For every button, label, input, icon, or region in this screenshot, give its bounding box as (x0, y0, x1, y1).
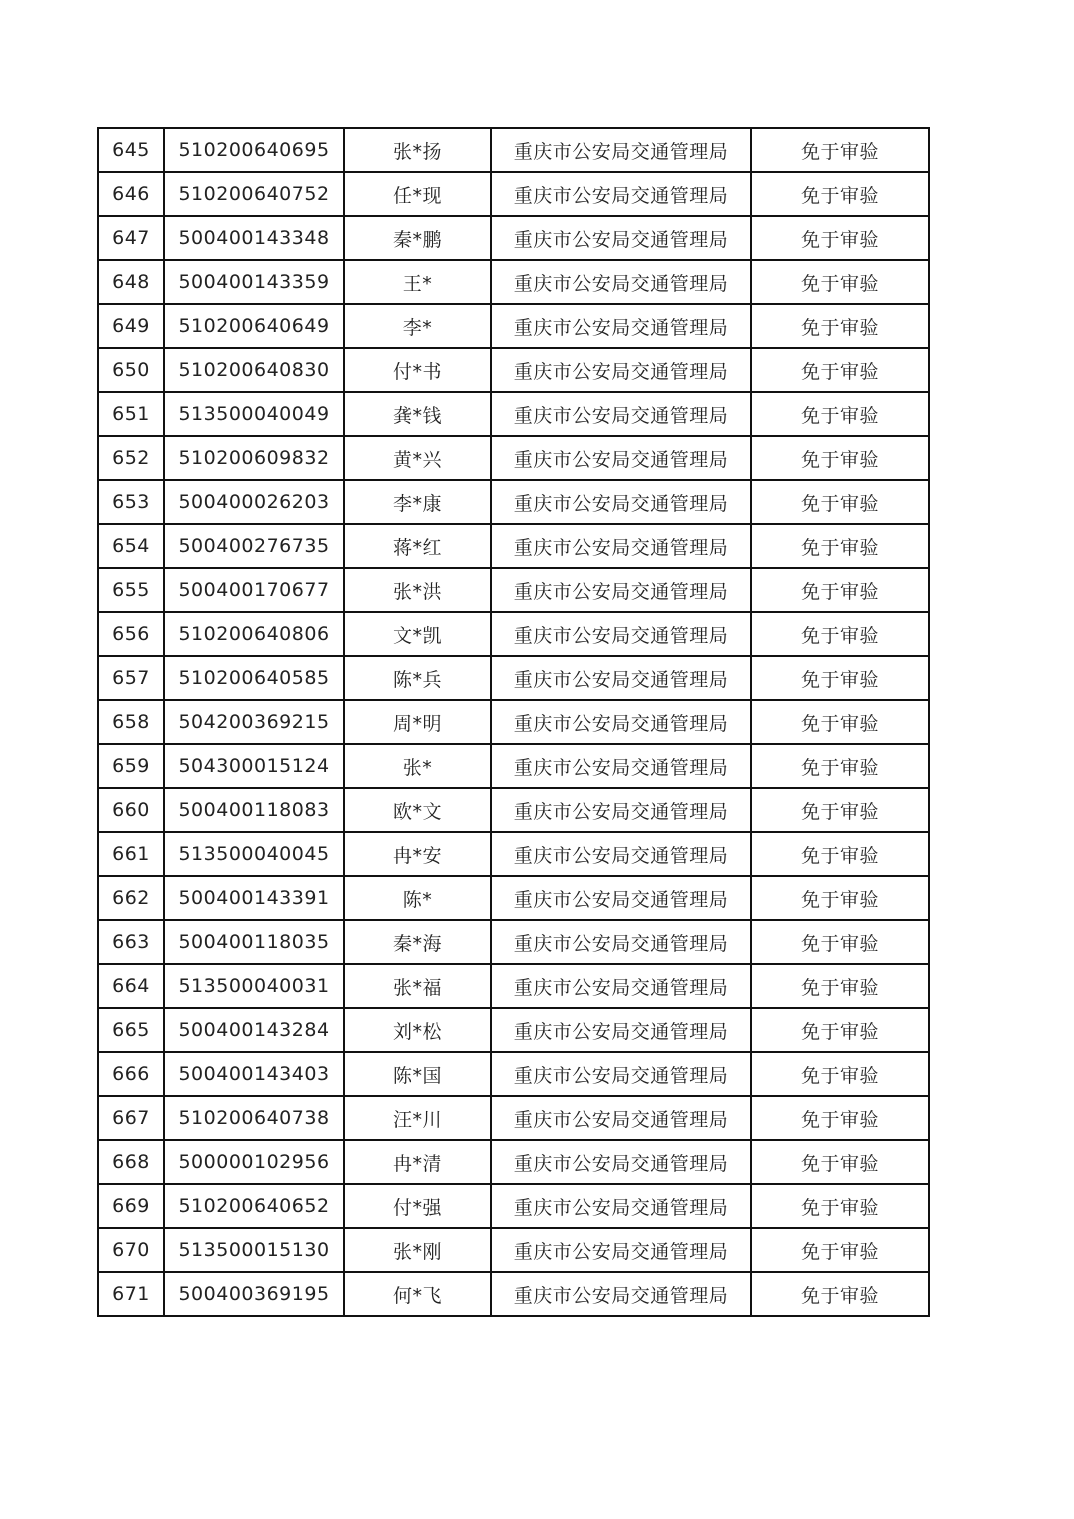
code-cell: 510200640806 (164, 612, 344, 656)
code-cell: 510200640585 (164, 656, 344, 700)
code-cell: 500400369195 (164, 1272, 344, 1316)
org-cell: 重庆市公安局交通管理局 (491, 480, 751, 524)
status-cell: 免于审验 (751, 1184, 929, 1228)
name-cell: 冉*清 (344, 1140, 491, 1184)
org-cell: 重庆市公安局交通管理局 (491, 700, 751, 744)
seq-cell: 669 (98, 1184, 164, 1228)
seq-cell: 668 (98, 1140, 164, 1184)
org-cell: 重庆市公安局交通管理局 (491, 304, 751, 348)
table-row (98, 172, 929, 216)
name-cell: 陈*国 (344, 1052, 491, 1096)
seq-cell: 665 (98, 1008, 164, 1052)
name-cell: 张*刚 (344, 1228, 491, 1272)
code-cell: 500400026203 (164, 480, 344, 524)
table-row (98, 1184, 929, 1228)
seq-cell: 652 (98, 436, 164, 480)
org-cell: 重庆市公安局交通管理局 (491, 1272, 751, 1316)
status-cell: 免于审验 (751, 348, 929, 392)
org-cell: 重庆市公安局交通管理局 (491, 1228, 751, 1272)
code-cell: 510200640752 (164, 172, 344, 216)
table-row (98, 1272, 929, 1316)
status-cell: 免于审验 (751, 832, 929, 876)
org-cell: 重庆市公安局交通管理局 (491, 964, 751, 1008)
table-row (98, 744, 929, 788)
seq-cell: 663 (98, 920, 164, 964)
name-cell: 冉*安 (344, 832, 491, 876)
code-cell: 500400170677 (164, 568, 344, 612)
org-cell: 重庆市公安局交通管理局 (491, 1184, 751, 1228)
org-cell: 重庆市公安局交通管理局 (491, 1096, 751, 1140)
table-row (98, 348, 929, 392)
status-cell: 免于审验 (751, 1008, 929, 1052)
seq-cell: 671 (98, 1272, 164, 1316)
table-row (98, 876, 929, 920)
code-cell: 510200640649 (164, 304, 344, 348)
table-row (98, 1052, 929, 1096)
org-cell: 重庆市公安局交通管理局 (491, 568, 751, 612)
status-cell: 免于审验 (751, 128, 929, 172)
status-cell: 免于审验 (751, 172, 929, 216)
table-row (98, 392, 929, 436)
code-cell: 513500040045 (164, 832, 344, 876)
table-row (98, 964, 929, 1008)
code-cell: 510200609832 (164, 436, 344, 480)
table-row (98, 304, 929, 348)
seq-cell: 646 (98, 172, 164, 216)
seq-cell: 660 (98, 788, 164, 832)
roster-table (97, 127, 930, 1317)
table-row (98, 1228, 929, 1272)
code-cell: 500400118035 (164, 920, 344, 964)
table-row (98, 612, 929, 656)
seq-cell: 661 (98, 832, 164, 876)
name-cell: 张* (344, 744, 491, 788)
org-cell: 重庆市公安局交通管理局 (491, 744, 751, 788)
table-row (98, 1096, 929, 1140)
status-cell: 免于审验 (751, 700, 929, 744)
org-cell: 重庆市公安局交通管理局 (491, 524, 751, 568)
name-cell: 欧*文 (344, 788, 491, 832)
name-cell: 龚*钱 (344, 392, 491, 436)
name-cell: 陈* (344, 876, 491, 920)
seq-cell: 659 (98, 744, 164, 788)
status-cell: 免于审验 (751, 1052, 929, 1096)
table-row (98, 480, 929, 524)
table-row (98, 436, 929, 480)
seq-cell: 650 (98, 348, 164, 392)
status-cell: 免于审验 (751, 1272, 929, 1316)
name-cell: 陈*兵 (344, 656, 491, 700)
status-cell: 免于审验 (751, 260, 929, 304)
org-cell: 重庆市公安局交通管理局 (491, 656, 751, 700)
status-cell: 免于审验 (751, 744, 929, 788)
seq-cell: 670 (98, 1228, 164, 1272)
org-cell: 重庆市公安局交通管理局 (491, 260, 751, 304)
status-cell: 免于审验 (751, 788, 929, 832)
status-cell: 免于审验 (751, 656, 929, 700)
code-cell: 500000102956 (164, 1140, 344, 1184)
seq-cell: 658 (98, 700, 164, 744)
seq-cell: 662 (98, 876, 164, 920)
seq-cell: 664 (98, 964, 164, 1008)
name-cell: 周*明 (344, 700, 491, 744)
seq-cell: 656 (98, 612, 164, 656)
table-row (98, 524, 929, 568)
table-row (98, 1008, 929, 1052)
status-cell: 免于审验 (751, 392, 929, 436)
name-cell: 张*福 (344, 964, 491, 1008)
name-cell: 秦*海 (344, 920, 491, 964)
table-row (98, 1140, 929, 1184)
code-cell: 500400118083 (164, 788, 344, 832)
org-cell: 重庆市公安局交通管理局 (491, 1140, 751, 1184)
code-cell: 500400143348 (164, 216, 344, 260)
code-cell: 513500015130 (164, 1228, 344, 1272)
table-row (98, 700, 929, 744)
org-cell: 重庆市公安局交通管理局 (491, 128, 751, 172)
code-cell: 500400143391 (164, 876, 344, 920)
code-cell: 504300015124 (164, 744, 344, 788)
seq-cell: 667 (98, 1096, 164, 1140)
code-cell: 510200640695 (164, 128, 344, 172)
org-cell: 重庆市公安局交通管理局 (491, 392, 751, 436)
status-cell: 免于审验 (751, 436, 929, 480)
seq-cell: 666 (98, 1052, 164, 1096)
code-cell: 500400143403 (164, 1052, 344, 1096)
status-cell: 免于审验 (751, 1140, 929, 1184)
status-cell: 免于审验 (751, 1096, 929, 1140)
code-cell: 510200640738 (164, 1096, 344, 1140)
code-cell: 510200640830 (164, 348, 344, 392)
code-cell: 513500040049 (164, 392, 344, 436)
org-cell: 重庆市公安局交通管理局 (491, 832, 751, 876)
name-cell: 王* (344, 260, 491, 304)
name-cell: 付*书 (344, 348, 491, 392)
name-cell: 秦*鹏 (344, 216, 491, 260)
org-cell: 重庆市公安局交通管理局 (491, 436, 751, 480)
name-cell: 张*洪 (344, 568, 491, 612)
code-cell: 500400276735 (164, 524, 344, 568)
name-cell: 汪*川 (344, 1096, 491, 1140)
code-cell: 513500040031 (164, 964, 344, 1008)
table-row (98, 788, 929, 832)
status-cell: 免于审验 (751, 1228, 929, 1272)
table-row (98, 920, 929, 964)
status-cell: 免于审验 (751, 568, 929, 612)
seq-cell: 647 (98, 216, 164, 260)
seq-cell: 654 (98, 524, 164, 568)
name-cell: 文*凯 (344, 612, 491, 656)
org-cell: 重庆市公安局交通管理局 (491, 216, 751, 260)
name-cell: 张*扬 (344, 128, 491, 172)
table-row (98, 568, 929, 612)
org-cell: 重庆市公安局交通管理局 (491, 348, 751, 392)
status-cell: 免于审验 (751, 612, 929, 656)
org-cell: 重庆市公安局交通管理局 (491, 1052, 751, 1096)
name-cell: 何*飞 (344, 1272, 491, 1316)
seq-cell: 653 (98, 480, 164, 524)
name-cell: 刘*松 (344, 1008, 491, 1052)
table-row (98, 832, 929, 876)
org-cell: 重庆市公安局交通管理局 (491, 876, 751, 920)
table-row (98, 128, 929, 172)
seq-cell: 648 (98, 260, 164, 304)
name-cell: 黄*兴 (344, 436, 491, 480)
org-cell: 重庆市公安局交通管理局 (491, 920, 751, 964)
name-cell: 任*现 (344, 172, 491, 216)
seq-cell: 657 (98, 656, 164, 700)
status-cell: 免于审验 (751, 876, 929, 920)
seq-cell: 651 (98, 392, 164, 436)
status-cell: 免于审验 (751, 524, 929, 568)
seq-cell: 649 (98, 304, 164, 348)
status-cell: 免于审验 (751, 304, 929, 348)
code-cell: 510200640652 (164, 1184, 344, 1228)
org-cell: 重庆市公安局交通管理局 (491, 1008, 751, 1052)
org-cell: 重庆市公安局交通管理局 (491, 612, 751, 656)
roster-table-body (98, 128, 929, 1316)
name-cell: 蒋*红 (344, 524, 491, 568)
seq-cell: 655 (98, 568, 164, 612)
org-cell: 重庆市公安局交通管理局 (491, 172, 751, 216)
status-cell: 免于审验 (751, 216, 929, 260)
status-cell: 免于审验 (751, 920, 929, 964)
table-row (98, 216, 929, 260)
code-cell: 500400143359 (164, 260, 344, 304)
code-cell: 500400143284 (164, 1008, 344, 1052)
status-cell: 免于审验 (751, 480, 929, 524)
status-cell: 免于审验 (751, 964, 929, 1008)
name-cell: 付*强 (344, 1184, 491, 1228)
org-cell: 重庆市公安局交通管理局 (491, 788, 751, 832)
name-cell: 李*康 (344, 480, 491, 524)
name-cell: 李* (344, 304, 491, 348)
code-cell: 504200369215 (164, 700, 344, 744)
table-row (98, 656, 929, 700)
seq-cell: 645 (98, 128, 164, 172)
table-row (98, 260, 929, 304)
